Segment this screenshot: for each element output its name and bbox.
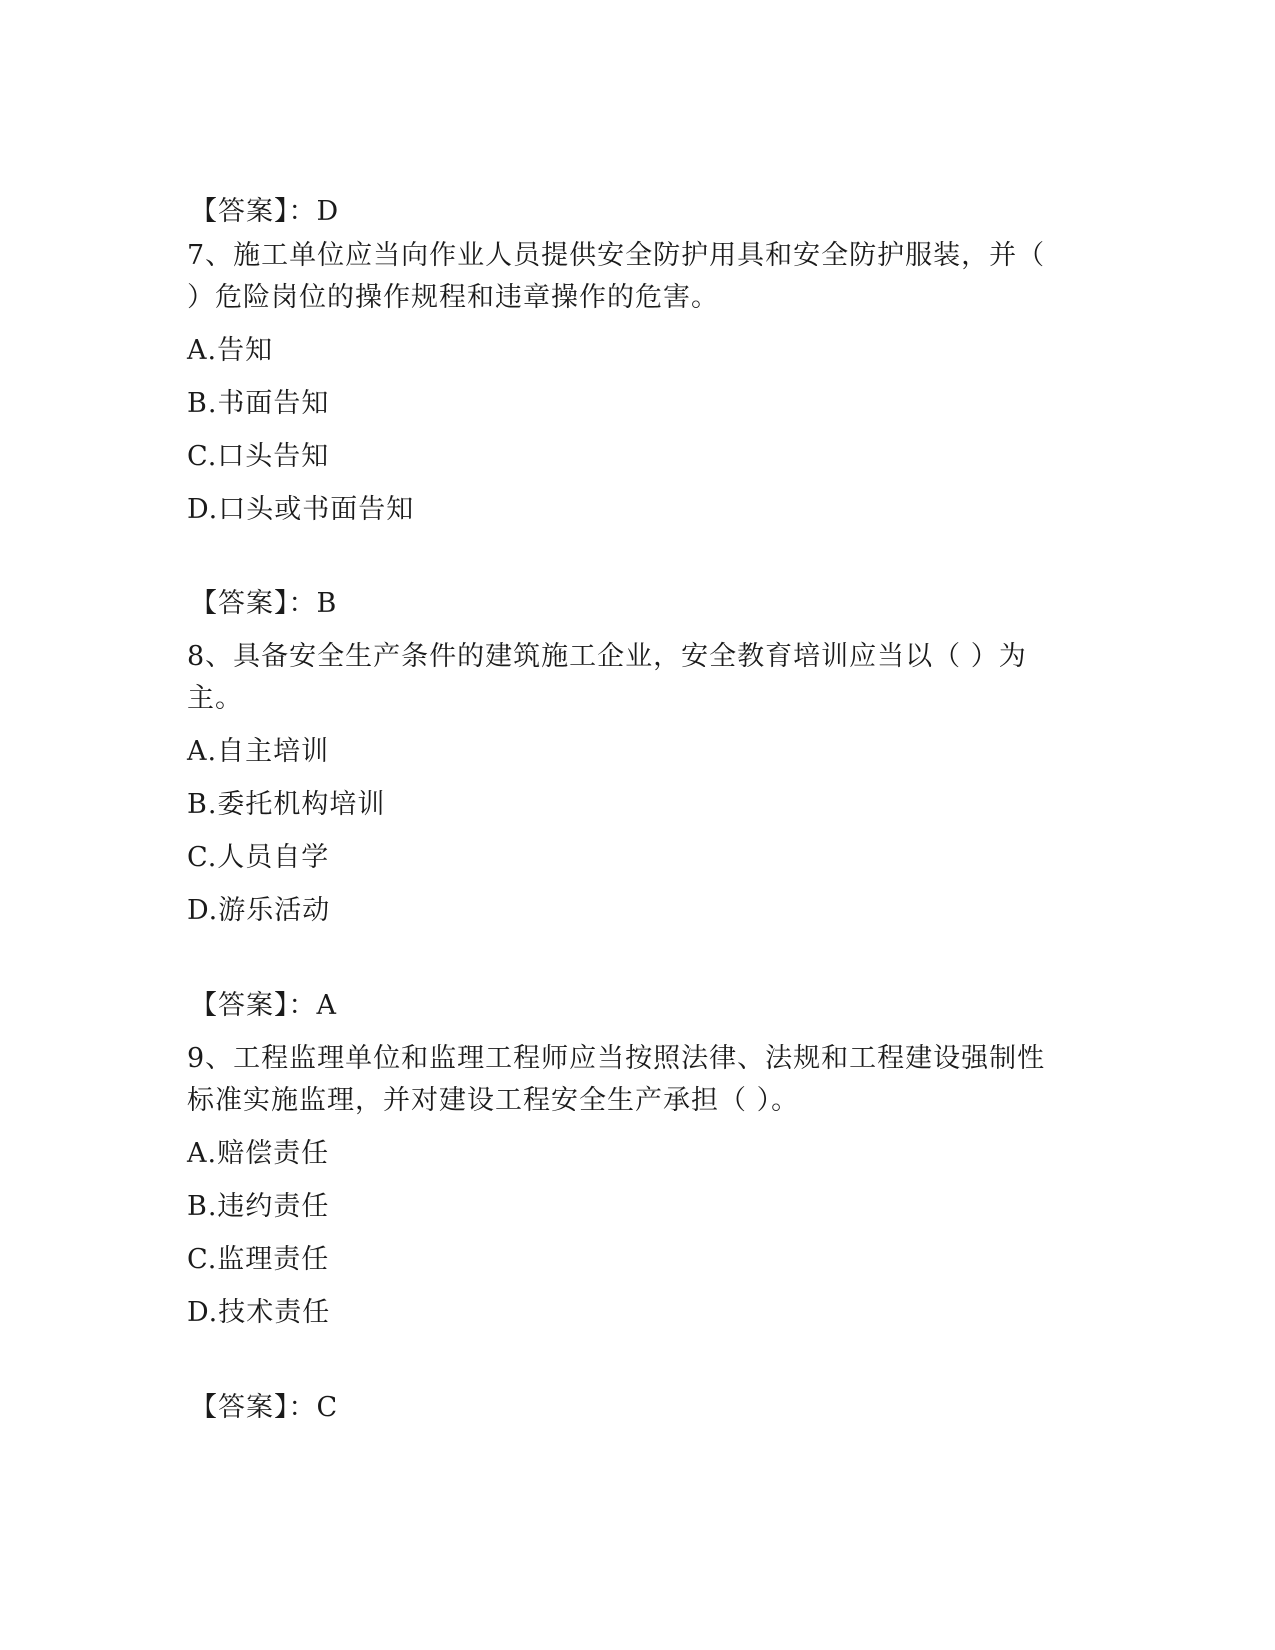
question-stem-line: 标准实施监理，并对建设工程安全生产承担（ ）。: [187, 1085, 800, 1116]
option-d: D.技术责任: [187, 1297, 331, 1328]
answer-line: 【答案】：B: [190, 588, 338, 619]
option-c: C.口头告知: [187, 441, 330, 472]
option-b: B.违约责任: [187, 1191, 330, 1222]
option-a: A.告知: [187, 335, 274, 366]
question-stem-line: 主。: [187, 683, 243, 714]
answer-line: 【答案】：C: [190, 1392, 339, 1423]
question-stem-line: 9、工程监理单位和监理工程师应当按照法律、法规和工程建设强制性: [187, 1043, 1046, 1074]
option-d: D.口头或书面告知: [187, 494, 415, 525]
answer-line: 【答案】：A: [190, 990, 337, 1021]
answer-line: 【答案】：D: [190, 196, 340, 227]
option-b: B.委托机构培训: [187, 789, 386, 820]
question-stem-line: ）危险岗位的操作规程和违章操作的危害。: [187, 282, 719, 313]
option-a: A.赔偿责任: [187, 1138, 330, 1169]
option-a: A.自主培训: [187, 736, 330, 767]
option-c: C.监理责任: [187, 1244, 330, 1275]
option-b: B.书面告知: [187, 388, 330, 419]
option-c: C.人员自学: [187, 842, 330, 873]
question-stem-line: 7、施工单位应当向作业人员提供安全防护用具和安全防护服装，并（: [187, 240, 1046, 271]
question-stem-line: 8、具备安全生产条件的建筑施工企业，安全教育培训应当以（ ）为: [187, 641, 1027, 672]
option-d: D.游乐活动: [187, 895, 331, 926]
